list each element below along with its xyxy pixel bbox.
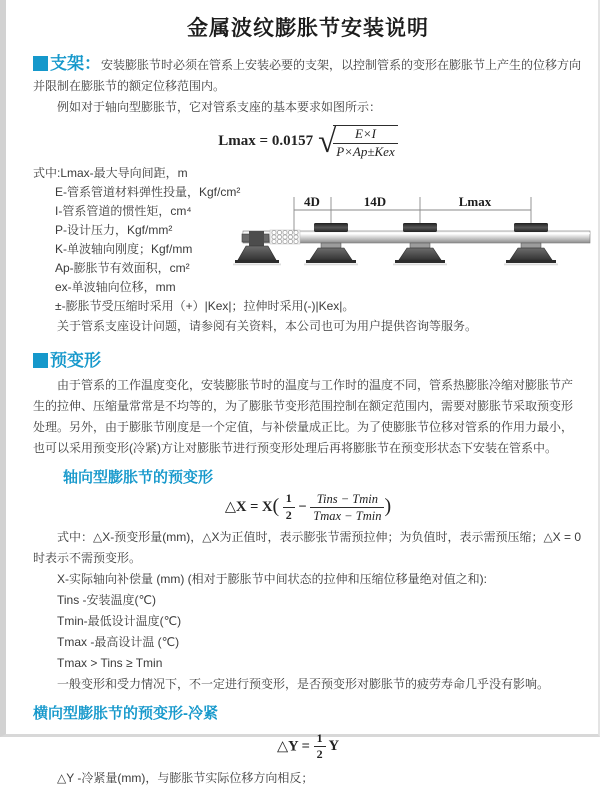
support-section-label: 支架：	[50, 54, 101, 73]
lateral-explanation-line: △Y -冷紧量(mm)，与膨胀节实际位移方向相反；	[57, 771, 314, 786]
pipe-support	[304, 223, 358, 265]
definition-item: ex-单波轴向位移，mm	[55, 279, 176, 294]
definition-item: K-单波轴向刚度；Kgf/mm	[55, 241, 193, 256]
formula1-denominator: P×Ap±Kex	[336, 143, 395, 159]
definition-item: P-设计压力，Kgf/mm²	[55, 222, 173, 237]
lateral-subheading: 横向型膨胀节的预变形-冷紧	[33, 704, 218, 722]
support-example-line: 例如对于轴向型膨胀节，它对管系支座的基本要求如图所示：	[57, 100, 382, 114]
pipe-support	[393, 223, 447, 265]
support-intro-text: 安装膨胀节时必须在管系上安装必要的支架，以控制管系的变形在膨胀节上产生的位移方向并限制在膨胀节的额定位移范围内。	[33, 58, 582, 93]
half-numerator: 1	[314, 732, 326, 748]
support-note-line: 关于管系支座设计问题，请参阅有关资料，本公司也可为用户提供咨询等服务。	[57, 318, 478, 333]
temp-numerator: Tins − Tmin	[310, 492, 384, 508]
predeform-section-heading	[33, 346, 583, 371]
radical-sign: √	[318, 123, 337, 160]
axial-note-line: 一般变形和受力情况下，不一定进行预变形，是否预变形对膨胀节的疲劳寿命几乎没有影响。	[57, 676, 550, 691]
formula3-lhs: △Y =	[276, 738, 310, 755]
close-paren: )	[384, 495, 392, 518]
guide-spacing-formula	[33, 125, 583, 160]
one-half-fraction	[283, 492, 295, 523]
temperature-fraction	[310, 492, 384, 524]
definition-item: ±-膨胀节受压缩时采用（+）|Kex|；拉伸时采用(-)|Kex|。	[55, 298, 355, 313]
pipe-support-spacing-diagram	[240, 190, 596, 282]
half-denominator: 2	[316, 747, 323, 762]
predeform-intro-paragraph: 由于管系的工作温度变化，安装膨胀节时的温度与工作时的温度不同，管系热膨胀冷缩对膨胀节产生的拉伸、压缩量常常是不均等的，为了膨胀节变形范围控制在额定范围内，需要对膨胀节采取预变形处理。另外，由于膨胀节刚度是一个定值，与补偿量成正比。为了使膨胀节位移对管系的作用力最小，也可以采用预变形(冷紧)方让对膨胀节进行预变形处理后再将膨胀节在预变形状态下安装在管系中。	[33, 377, 574, 455]
pipe-support	[504, 223, 558, 265]
formula1-lhs: Lmax = 0.0157	[218, 133, 314, 150]
definition-item: Tmax > Tins ≥ Tmin	[57, 655, 163, 670]
definition-item: I-管系管道的惯性矩，cm⁴	[55, 203, 192, 218]
definition-item: E-管系管道材料弹性投量，Kgf/cm²	[55, 184, 241, 199]
definition-item: 式中:Lmax-最大导向间距，m	[33, 165, 188, 180]
page-title: 金属波纹膨胀节安装说明	[187, 17, 429, 40]
formula1-fraction	[333, 125, 398, 160]
axial-subheading: 轴向型膨胀节的预变形	[63, 468, 214, 486]
temp-denominator: Tmax − Tmin	[313, 509, 382, 524]
support-section-heading	[33, 54, 101, 73]
definitions-and-diagram	[33, 164, 583, 316]
support-intro-paragraph	[33, 53, 583, 97]
definition-item: Ap-膨胀节有效面积，cm²	[55, 260, 190, 275]
axial-predeform-formula	[33, 492, 583, 524]
definition-item: X-实际轴向补偿量 (mm) (相对于膨胀节中间状态的拉伸和压缩位移量绝对值之和):	[57, 571, 487, 586]
dim-label-14d: 14D	[363, 193, 387, 209]
dim-label-4d: 4D	[304, 193, 320, 209]
definition-item: Tins -安装温度(℃)	[57, 592, 157, 607]
definition-item: Tmax -最高设计温 (℃)	[57, 634, 180, 649]
bellows-icon	[270, 230, 300, 244]
formula2-lhs: △X = X	[224, 499, 273, 516]
axial-formula-explanation: 式中：△X-预变形量(mm)，△X为正值时，表示膨张节需预拉伸；为负值时，表示需预压缩；△X = 0时表示不需预变形。	[33, 529, 582, 565]
half-denominator: 2	[285, 508, 292, 523]
formula3-variable: Y	[328, 738, 340, 755]
axial-definitions-list	[33, 569, 583, 674]
section-marker-square-icon	[33, 353, 48, 368]
one-half-fraction	[314, 732, 326, 763]
half-numerator: 1	[283, 492, 295, 508]
lateral-predeform-formula	[33, 732, 583, 763]
dim-label-lmax: Lmax	[458, 193, 492, 209]
predeform-section-label: 预变形	[50, 350, 101, 370]
formula1-numerator: E×I	[333, 127, 398, 144]
section-marker-square-icon	[33, 56, 48, 71]
minus-sign: −	[298, 499, 307, 516]
definition-item: Tmin-最低设计温度(℃)	[57, 613, 182, 628]
open-paren: (	[272, 495, 280, 518]
